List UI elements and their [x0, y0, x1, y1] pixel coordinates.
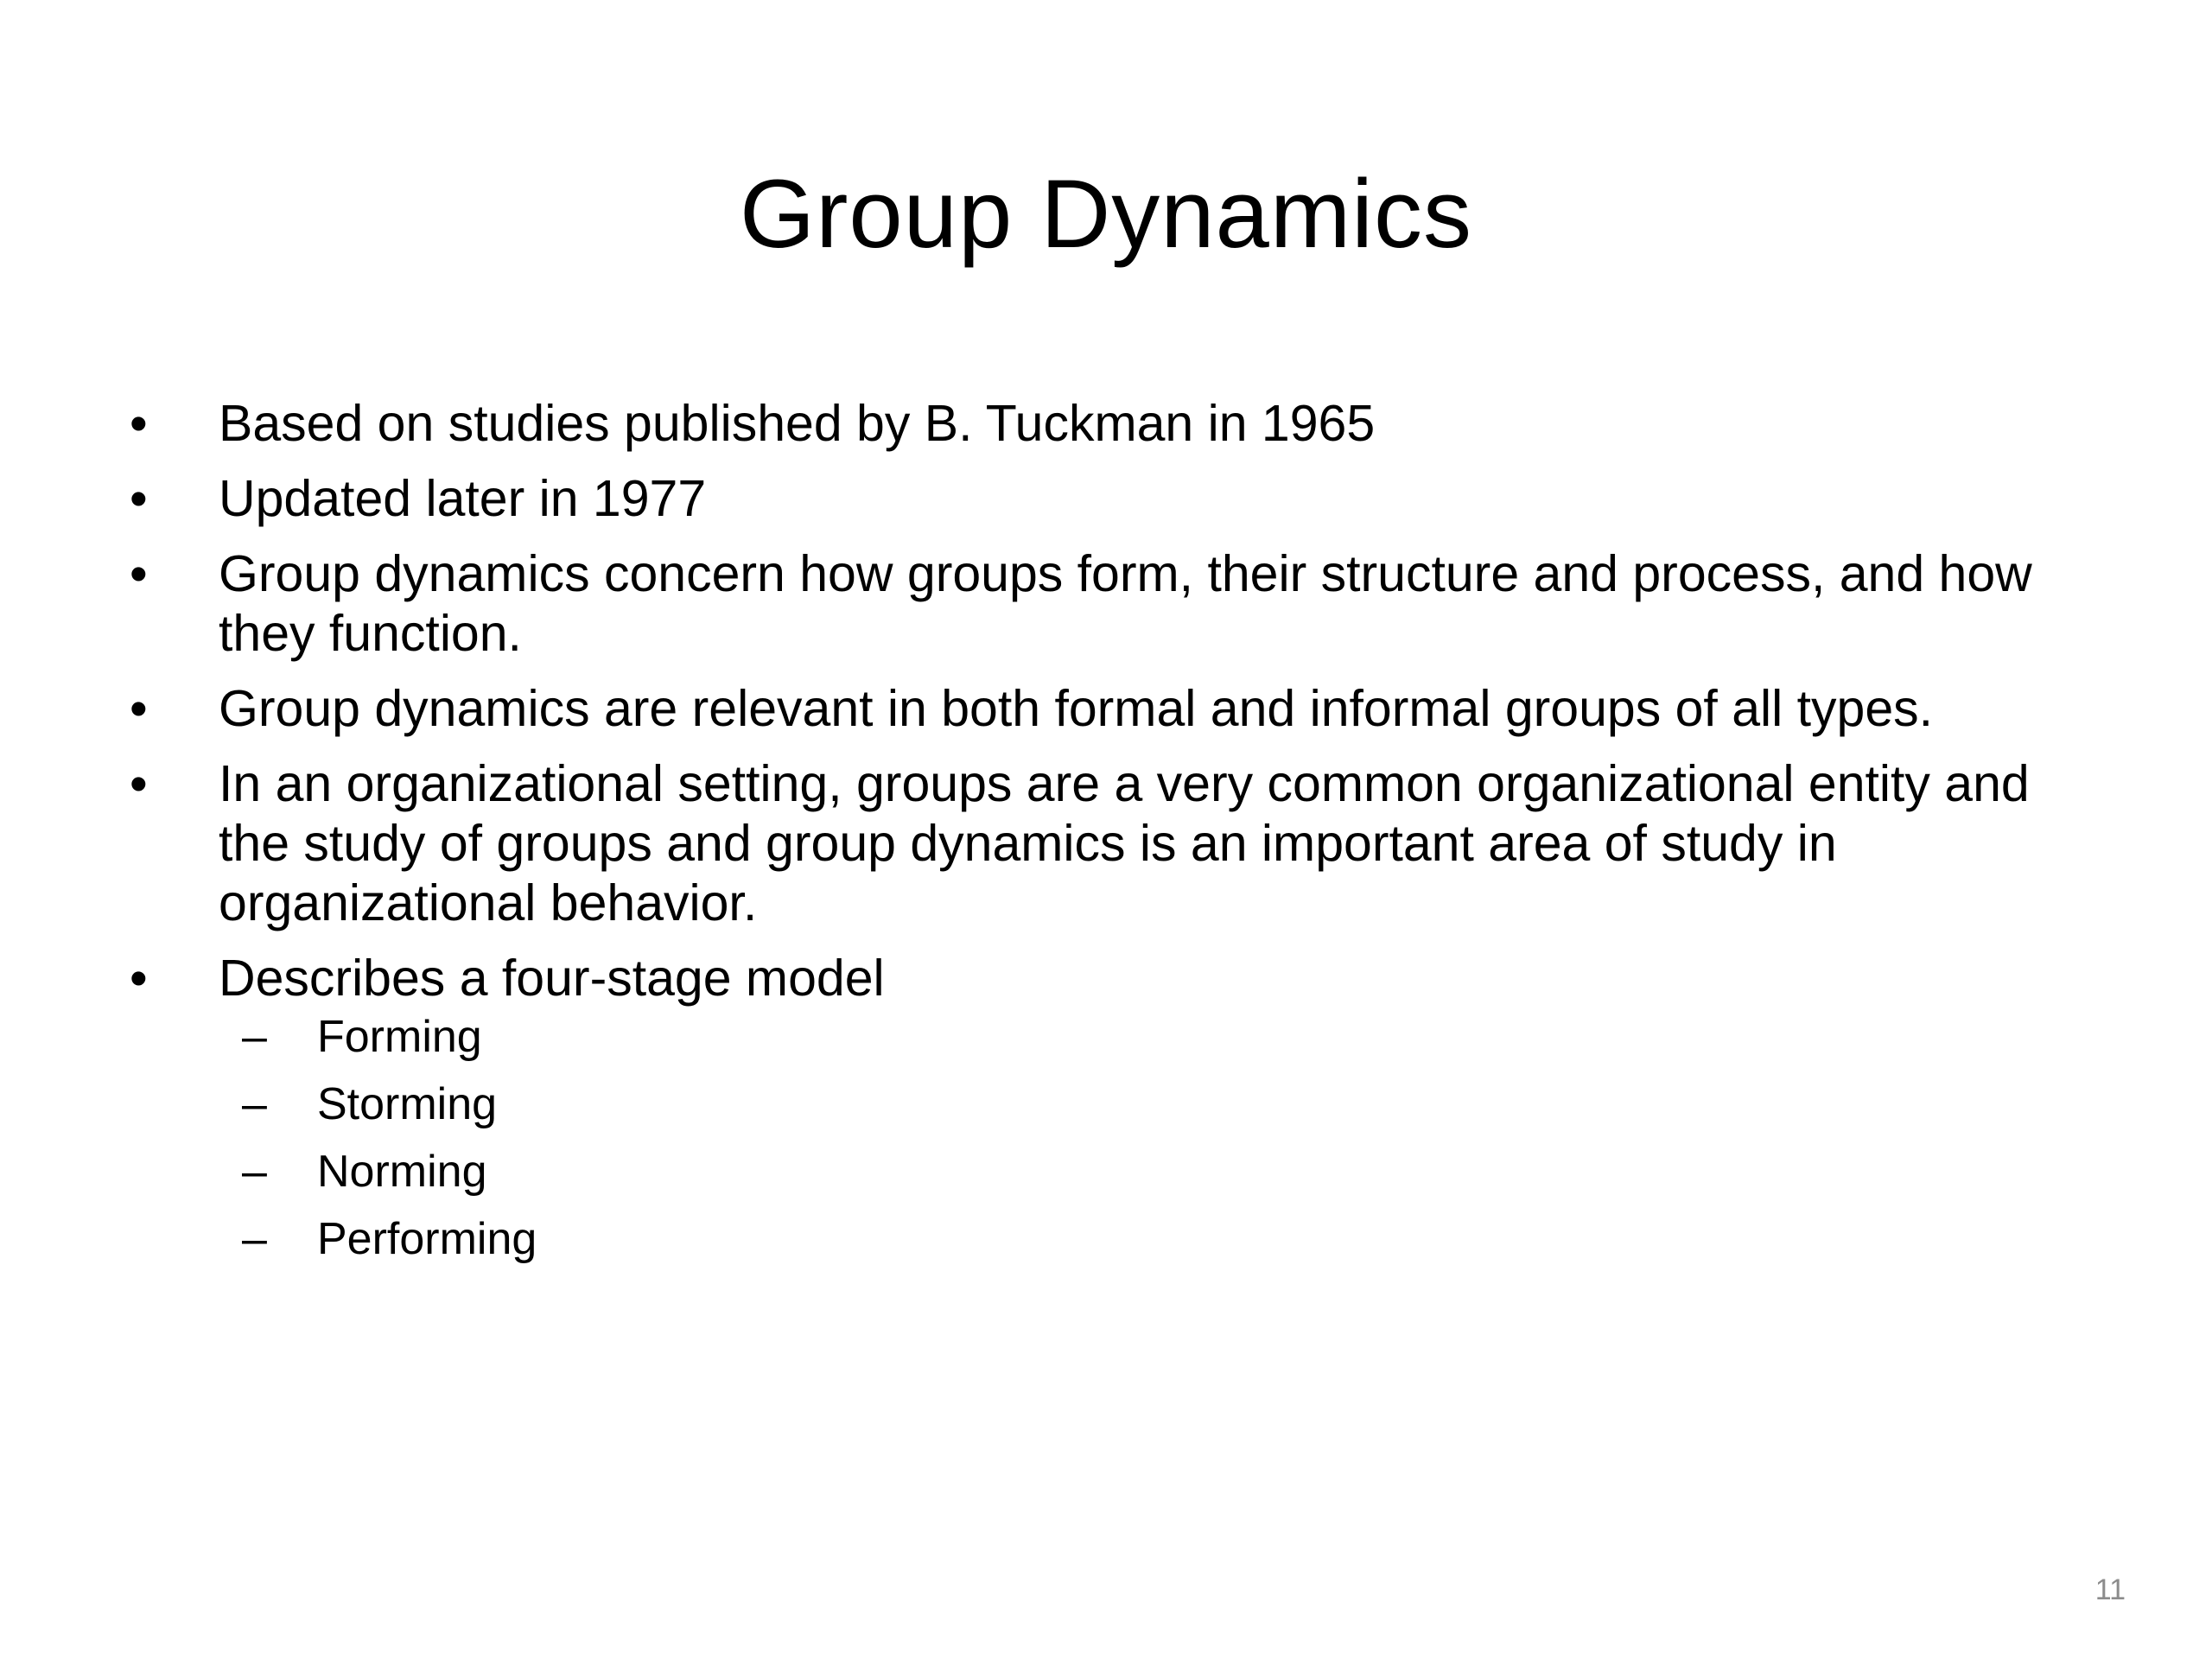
stage-item: [130, 1077, 2108, 1131]
bullet-item: [130, 469, 2108, 529]
dash-icon: –: [242, 1012, 267, 1062]
bullet-list: [130, 394, 2108, 1281]
bullet-icon: •: [130, 680, 148, 737]
bullet-text: Based on studies published by B. Tuckman in 1965: [219, 395, 1376, 452]
stage-text: Performing: [317, 1214, 537, 1264]
bullet-icon: •: [130, 755, 148, 812]
bullet-item: [130, 394, 2108, 454]
bullet-item: [130, 754, 2108, 933]
bullet-text: Updated later in 1977: [219, 470, 707, 527]
dash-icon: –: [242, 1079, 267, 1129]
bullet-text: Describes a four-stage model: [219, 950, 885, 1007]
dash-icon: –: [242, 1147, 267, 1197]
slide-title: Group Dynamics: [739, 160, 1473, 268]
stage-text: Storming: [317, 1079, 498, 1129]
bullet-icon: •: [130, 950, 148, 1007]
stage-list: [219, 1010, 2108, 1266]
bullet-icon: •: [130, 395, 148, 452]
stage-item: [130, 1010, 2108, 1064]
stage-item: [130, 1145, 2108, 1198]
page-number: 11: [2094, 1573, 2126, 1606]
bullet-item: [130, 544, 2108, 664]
bullet-icon: •: [130, 470, 148, 527]
dash-icon: –: [242, 1214, 267, 1264]
bullet-text: Group dynamics concern how groups form, their structure and process, and how they function.: [219, 545, 2032, 662]
stage-text: Forming: [317, 1012, 482, 1062]
bullet-text: Group dynamics are relevant in both formal and informal groups of all types.: [219, 680, 1934, 737]
stage-text: Norming: [317, 1147, 487, 1197]
bullet-text: In an organizational setting, groups are a very common organizational entity and the study of groups and group dynamics is an important area of study in organizational behavior.: [219, 755, 2030, 931]
bullet-item: [130, 679, 2108, 739]
bullet-item: [130, 949, 2108, 1266]
stage-item: [130, 1212, 2108, 1266]
bullet-icon: •: [130, 545, 148, 602]
